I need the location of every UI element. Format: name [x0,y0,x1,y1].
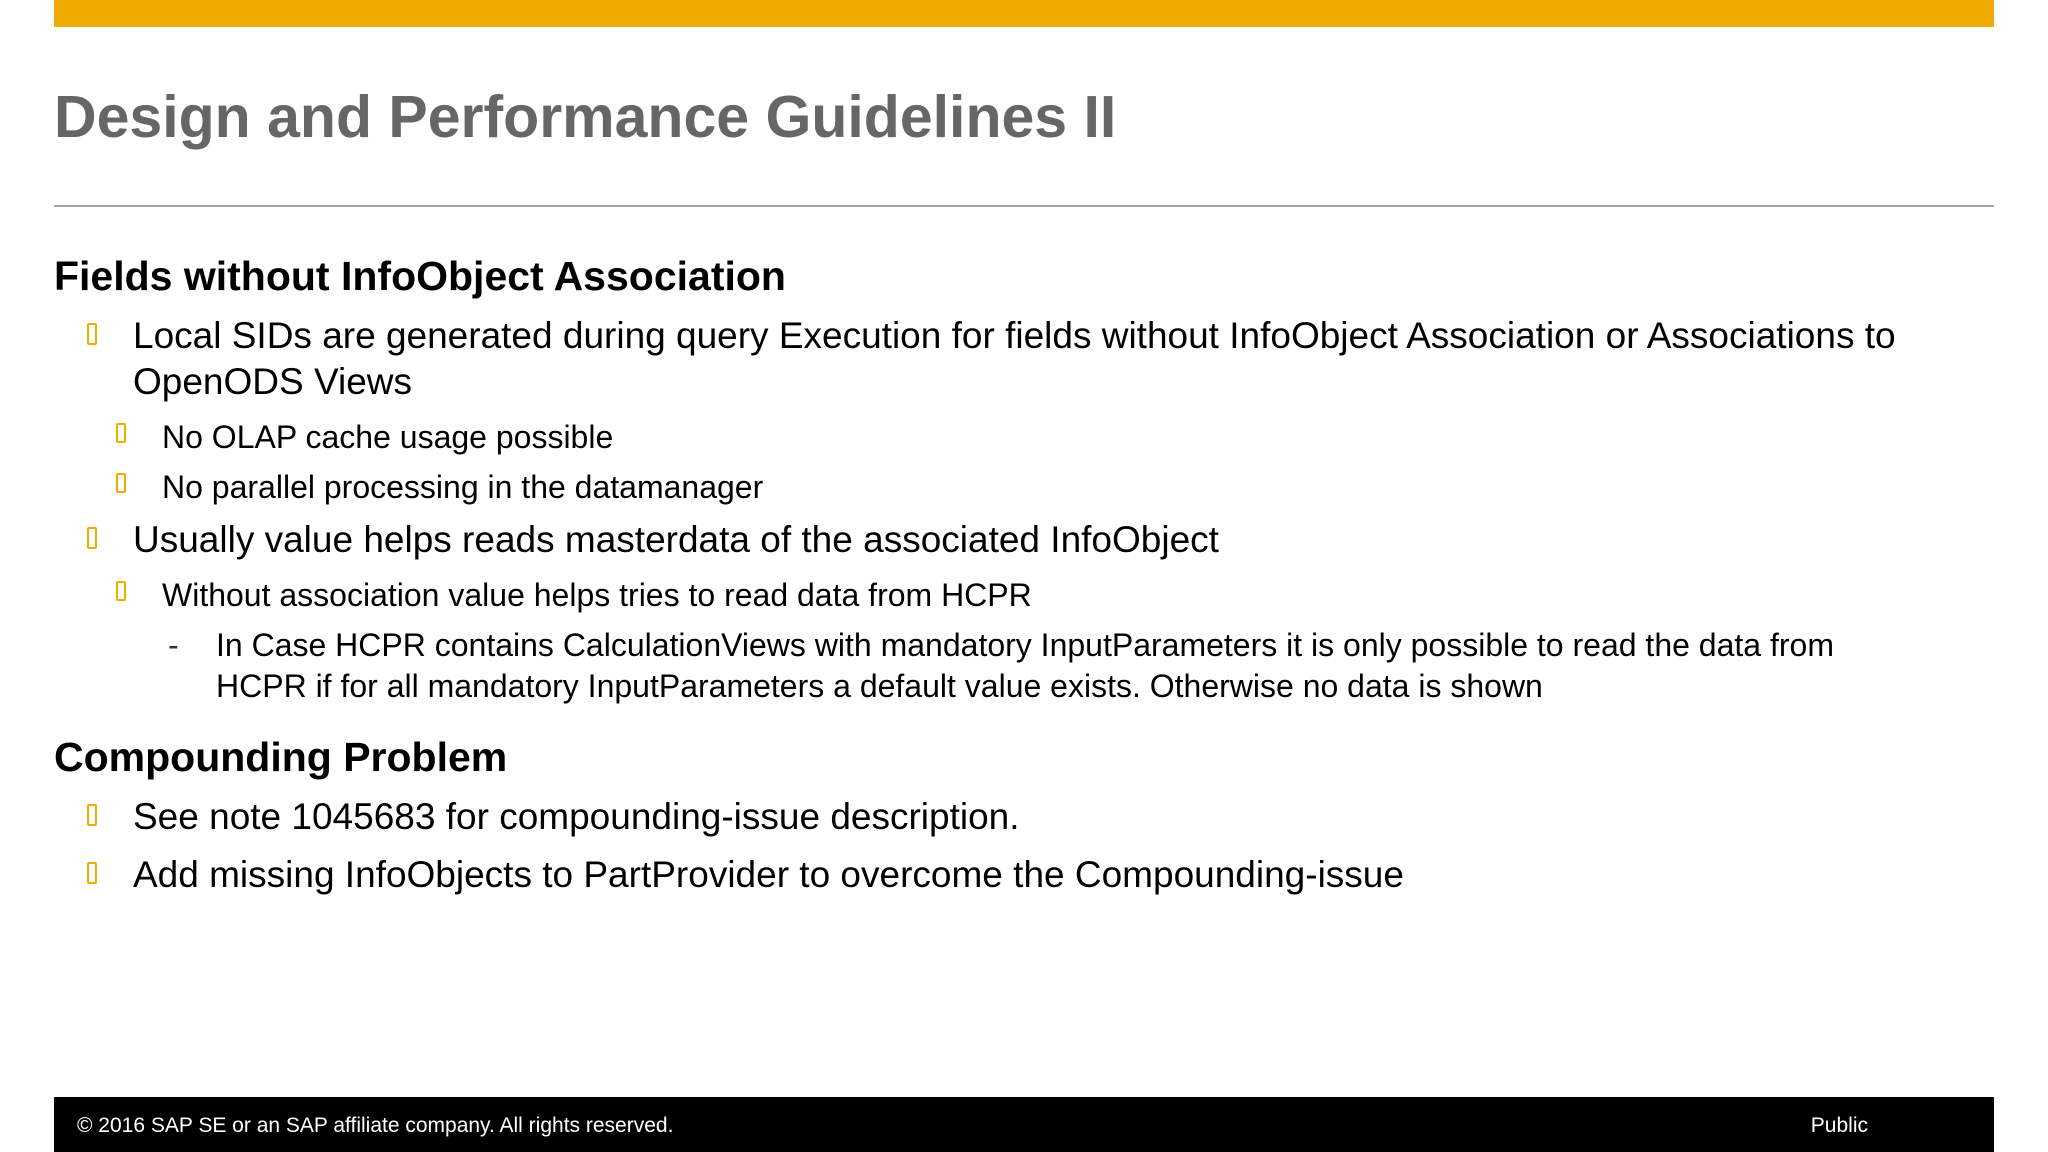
bullet-text: Local SIDs are generated during query Execution for fields without InfoObject Association or Associations to [133,315,1896,357]
top-accent-bar [54,0,1994,27]
bullet-local-sids [54,313,1994,405]
sub-bullet-text: No parallel processing in the datamanager [162,469,764,506]
sub-bullet-text: Without association value helps tries to read data from HCPR [162,577,1032,614]
bullet-icon [87,323,97,345]
sub-bullet-text: No OLAP cache usage possible [162,419,614,456]
bullet-text: Add missing InfoObjects to PartProvider to overcome the Compounding-issue [133,854,1404,896]
slide-content [54,252,1994,910]
bullet-icon [116,423,126,443]
bullet-add-infoobjects [54,852,1994,898]
bullet-see-note [54,794,1994,840]
bullet-text-continued: OpenODS Views [133,361,412,403]
bullet-icon [116,473,126,493]
sub-bullet-parallel-processing [54,467,1994,507]
bullet-text: See note 1045683 for compounding-issue description. [133,796,1020,838]
sub-bullet-without-association [54,575,1994,615]
bullet-icon [116,581,126,601]
bullet-icon [87,804,97,826]
bullet-value-helps [54,517,1994,563]
bullet-text: Usually value helps reads masterdata of the associated InfoObject [133,519,1219,561]
sub-sub-bullet-calculation-views [54,625,1994,707]
footer-bar [54,1097,1994,1152]
section-heading-fields: Fields without InfoObject Association [54,253,786,299]
sub-sub-bullet-text: In Case HCPR contains CalculationViews with mandatory InputParameters it is only possible to read the data from [216,627,1834,664]
sub-sub-bullet-text-continued: HCPR if for all mandatory InputParameters a default value exists. Otherwise no data is shown [216,668,1543,705]
title-divider [54,205,1994,207]
slide-title: Design and Performance Guidelines II [54,84,1117,150]
section-heading-compounding: Compounding Problem [54,734,508,781]
sub-bullet-olap-cache [54,417,1994,457]
footer-classification: Public [1810,1114,1868,1137]
bullet-icon [87,862,97,884]
bullet-icon [87,527,97,549]
dash-bullet: - [168,627,179,664]
footer-copyright: © 2016 SAP SE or an SAP affiliate company. All rights reserved. [77,1114,674,1137]
